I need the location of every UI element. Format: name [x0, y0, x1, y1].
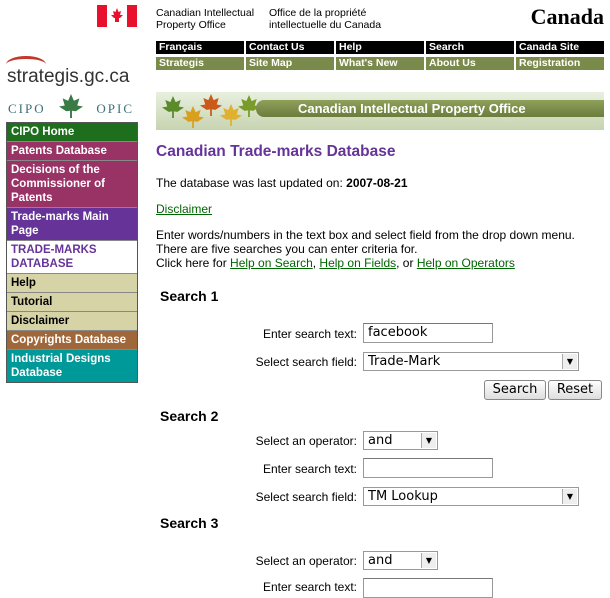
search-1-text-input[interactable]: facebook	[363, 323, 493, 343]
nav-contact-us[interactable]: Contact Us	[246, 41, 334, 54]
cipo-banner	[156, 92, 604, 130]
search-2-field-value: TM Lookup	[368, 489, 438, 504]
search-1-field-label: Select search field:	[255, 355, 357, 369]
swirl-icon	[6, 56, 46, 73]
chevron-down-icon: ▼	[562, 354, 577, 369]
chevron-down-icon: ▼	[421, 433, 436, 448]
search-2-operator-select[interactable]	[363, 431, 438, 450]
instructions-line-1: Enter words/numbers in the text box and select field from the drop down menu.	[156, 228, 575, 242]
search-2-operator-label: Select an operator:	[255, 434, 357, 448]
search-1-text-label: Enter search text:	[262, 327, 357, 341]
org-name-en-line1: Canadian Intellectual	[156, 7, 255, 19]
help-on-operators-link[interactable]: Help on Operators	[416, 256, 515, 270]
instructions-line-2: There are five searches you can enter criteria for.	[156, 242, 418, 256]
reset-button[interactable]: Reset	[548, 380, 602, 400]
nav-search[interactable]: Search	[426, 41, 514, 54]
org-name-fr-line1: Office de la propriété	[269, 7, 367, 19]
opic-label: OPIC	[96, 101, 134, 116]
org-name-fr	[269, 7, 381, 31]
help-links	[156, 256, 575, 270]
help-links-separator: ,	[312, 256, 320, 270]
nav-strategis[interactable]: Strategis	[156, 57, 244, 70]
chevron-down-icon: ▼	[421, 553, 436, 568]
page-title: Canadian Trade-marks Database	[156, 143, 396, 160]
nav-francais[interactable]: Français	[156, 41, 244, 54]
search-2-operator-value: and	[368, 433, 393, 448]
strategis-logo[interactable]	[7, 66, 130, 88]
org-name-fr-line2: intellectuelle du Canada	[269, 19, 382, 31]
menu-copyrights-database[interactable]: Copyrights Database	[7, 330, 137, 349]
instructions	[156, 228, 575, 270]
chevron-down-icon: ▼	[562, 489, 577, 504]
search-2-text-input[interactable]	[363, 458, 493, 478]
strategis-logo-text: strategis.gc.ca	[7, 66, 130, 87]
search-button[interactable]: Search	[484, 380, 546, 400]
nav-about-us[interactable]: About Us	[426, 57, 514, 70]
search-3-text-input[interactable]	[363, 578, 493, 598]
search-1-field-value: Trade-Mark	[368, 354, 441, 369]
help-links-separator: , or	[396, 256, 417, 270]
top-nav-row-1	[156, 41, 604, 54]
nav-registration[interactable]: Registration	[516, 57, 604, 70]
canada-wordmark: Canada	[530, 4, 604, 29]
search-1-field-select[interactable]	[363, 352, 579, 371]
org-name-en	[156, 7, 254, 31]
menu-patents-database[interactable]: Patents Database	[7, 141, 137, 160]
last-updated-label: The database was last updated on:	[156, 176, 347, 190]
org-name-en-line2: Property Office	[156, 19, 226, 31]
search-2-heading: Search 2	[160, 408, 219, 424]
menu-cipo-home[interactable]: CIPO Home	[7, 123, 137, 141]
top-nav-row-2	[156, 57, 604, 70]
cipo-label: CIPO	[8, 101, 46, 116]
search-2-field-select[interactable]	[363, 487, 579, 506]
nav-help[interactable]: Help	[336, 41, 424, 54]
banner-title: Canadian Intellectual Property Office	[298, 101, 526, 116]
menu-trademarks-main[interactable]: Trade-marks Main Page	[7, 207, 137, 240]
search-3-operator-value: and	[368, 553, 393, 568]
search-1-heading: Search 1	[160, 288, 219, 304]
search-2-text-label: Enter search text:	[262, 462, 357, 476]
help-on-fields-link[interactable]: Help on Fields	[319, 256, 397, 270]
search-2-field-label: Select search field:	[255, 490, 357, 504]
last-updated-date: 2007-08-21	[346, 176, 408, 190]
maple-leaf-icon	[59, 94, 83, 118]
last-updated	[156, 176, 408, 190]
menu-decisions-commissioner[interactable]: Decisions of the Commissioner of Patents	[7, 160, 137, 207]
menu-industrial-designs-database[interactable]: Industrial Designs Database	[7, 349, 137, 382]
disclaimer-link-wrap	[156, 202, 212, 216]
nav-whats-new[interactable]: What's New	[336, 57, 424, 70]
menu-help[interactable]: Help	[7, 273, 137, 292]
nav-site-map[interactable]: Site Map	[246, 57, 334, 70]
menu-disclaimer[interactable]: Disclaimer	[7, 311, 137, 330]
search-3-heading: Search 3	[160, 515, 219, 531]
canada-flag-icon	[97, 5, 137, 27]
search-3-operator-label: Select an operator:	[255, 554, 357, 568]
menu-tutorial[interactable]: Tutorial	[7, 292, 137, 311]
cipo-opic-logo	[6, 96, 136, 122]
nav-canada-site[interactable]: Canada Site	[516, 41, 604, 54]
search-3-text-label: Enter search text:	[262, 580, 357, 594]
top-nav	[156, 41, 604, 73]
disclaimer-link[interactable]: Disclaimer	[156, 202, 213, 216]
help-links-prefix: Click here for	[156, 256, 231, 270]
menu-trademarks-database: TRADE-MARKS DATABASE	[7, 240, 137, 273]
search-3-operator-select[interactable]	[363, 551, 438, 570]
left-menu	[6, 122, 138, 383]
help-on-search-link[interactable]: Help on Search	[230, 256, 313, 270]
